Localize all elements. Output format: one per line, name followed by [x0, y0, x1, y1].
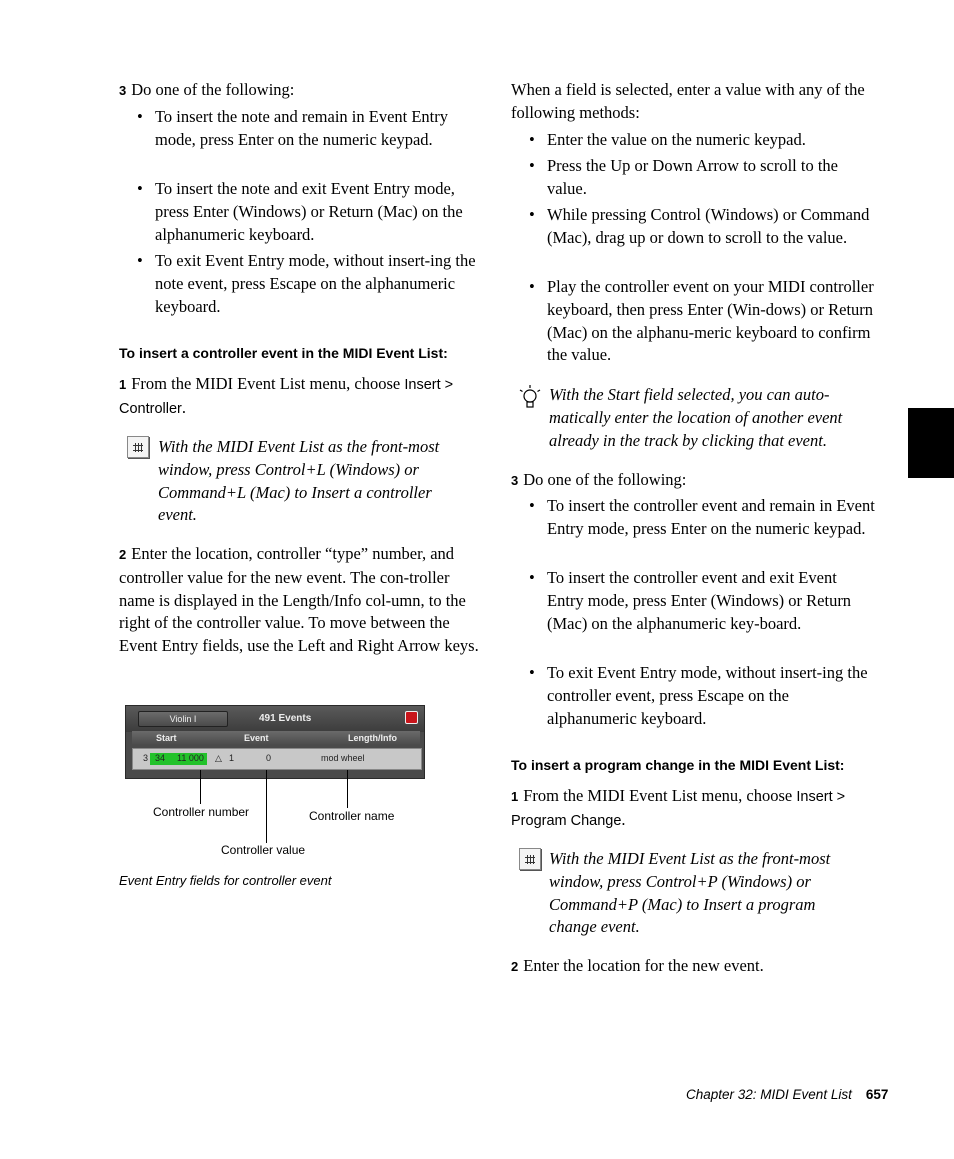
note-icon [519, 848, 541, 870]
menu-path: Insert > Program Change [511, 789, 846, 829]
header-start: Start [156, 733, 177, 743]
right-step-2 [511, 955, 873, 979]
event-count: 491 Events [259, 713, 312, 724]
controller-name-field: mod wheel [321, 753, 365, 763]
right-tip: With the Start field selected, you can auto-matically enter the location of another event already in the track by clicking that event. [549, 385, 843, 450]
tick-field: 11 000 [177, 753, 204, 763]
step-text: Do one of the following: [131, 80, 295, 99]
step-number: 3 [119, 83, 127, 98]
page-footer [686, 1087, 888, 1102]
left-step-2 [119, 543, 481, 658]
bar-field: 3 [143, 753, 149, 763]
step-number: 2 [511, 959, 519, 974]
column-header [132, 731, 420, 745]
right-bullet-3: • While pressing Control (Windows) or Command (Mac), drag up or down to scroll to the value. [529, 204, 877, 250]
callout-controller-name: Controller name [309, 809, 395, 823]
close-icon [405, 711, 418, 724]
figure-caption: Event Entry fields for controller event [119, 873, 332, 888]
controller-icon: △ [215, 753, 222, 763]
controller-number-field: 1 [229, 753, 235, 763]
right-bullet-4: • Play the controller event on your MIDI controller keyboard, then press Enter (Win-dows) or Return (Mac) on the alphanu-meric keyboard to confirm the value. [529, 276, 877, 367]
step-end: . [181, 397, 186, 417]
step-number: 2 [119, 547, 127, 562]
controller-value-field: 0 [266, 753, 272, 763]
section-heading-controller: To insert a controller event in the MIDI Event List: [119, 345, 448, 361]
left-bullet-3: • To exit Event Entry mode, without insert-ing the note event, press Escape on the alphanumeric keyboard. [137, 250, 485, 318]
callout-line-controller-value [266, 770, 267, 843]
event-list-screenshot [125, 705, 425, 779]
callout-controller-value: Controller value [221, 843, 306, 857]
right-step-1 [511, 785, 873, 833]
section-heading-program-change: To insert a program change in the MIDI Event List: [511, 757, 845, 773]
right-bullet2-3: • To exit Event Entry mode, without insert-ing the controller event, press Escape on the alphanumeric keyboard. [529, 662, 877, 730]
left-step-3 [119, 79, 481, 103]
step-number: 1 [511, 789, 519, 804]
left-bullet-2: • To insert the note and exit Event Entry mode, press Enter (Windows) or Return (Mac) on the alphanumeric keyboard. [137, 178, 481, 246]
right-intro: When a field is selected, enter a value with any of the following methods: [511, 80, 865, 122]
step-text: Enter the location for the new event. [523, 956, 764, 975]
page-number: 657 [865, 1087, 889, 1102]
callout-line-controller-name [347, 770, 348, 808]
step-text: Enter the location, controller “type” number, and controller value for the new event. The con-troller name is displayed in the Length/Info col-umn, to the right of the controller value. To move between the Event Entry fields, use the Left and Right Arrow keys. [119, 544, 479, 656]
track-selector: Violin I [138, 711, 228, 727]
right-note: With the MIDI Event List as the front-most window, press Control+P (Windows) or Command+P (Mac) to Insert a program change event. [549, 849, 831, 937]
event-entry-row [132, 748, 422, 770]
callout-line-controller-number [200, 770, 201, 804]
right-bullet2-2: • To insert the controller event and exit Event Entry mode, press Enter (Windows) or Return (Mac) on the alphanumeric key-board. [529, 567, 877, 635]
left-bullet-1: • To insert the note and remain in Event Entry mode, press Enter on the numeric keypad. [137, 106, 481, 152]
left-note: With the MIDI Event List as the front-most window, press Control+L (Windows) or Command+L (Mac) to Insert a controller event. [158, 437, 440, 525]
note-icon [127, 436, 149, 458]
menu-path: Insert > Controller [119, 377, 454, 417]
tip-icon [518, 384, 542, 414]
step-number: 3 [511, 473, 519, 488]
callout-controller-number: Controller number [153, 805, 250, 819]
step-text: Do one of the following: [523, 470, 687, 489]
step-text: From the MIDI Event List menu, choose [131, 374, 405, 393]
left-step-1 [119, 373, 481, 421]
right-bullet-1: • Enter the value on the numeric keypad. [529, 129, 877, 152]
right-bullet2-1: • To insert the controller event and remain in Event Entry mode, press Enter on the numeric keypad. [529, 495, 877, 541]
step-end: . [621, 809, 626, 829]
right-bullet-2: • Press the Up or Down Arrow to scroll to the value. [529, 155, 877, 201]
header-event: Event [244, 733, 269, 743]
step-number: 1 [119, 377, 127, 392]
chapter-thumb-tab [908, 408, 954, 478]
header-length-info: Length/Info [348, 733, 397, 743]
beat-field: 34 [155, 753, 166, 763]
footer-chapter: Chapter 32: MIDI Event List [686, 1087, 852, 1102]
step-text: From the MIDI Event List menu, choose [523, 786, 797, 805]
right-step-3 [511, 469, 873, 493]
